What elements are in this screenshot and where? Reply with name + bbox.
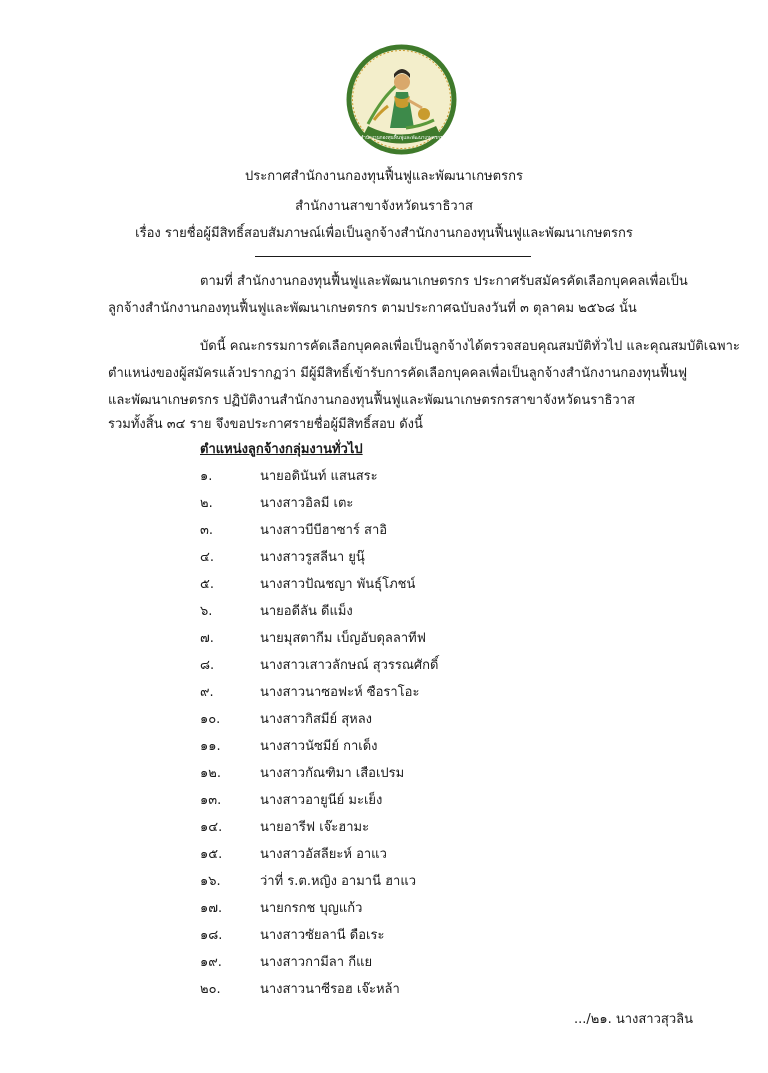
list-item-name: นางสาวอัสลียะห์ อาแว (260, 847, 387, 862)
list-item (200, 819, 438, 846)
list-item (200, 846, 438, 873)
logo-caption-text: สำนักงานกองทุนฟื้นฟูและพัฒนาเกษตรกร (360, 136, 443, 141)
list-item-name: นางสาวปัณชญา พันธุ์โภชน์ (260, 577, 416, 592)
list-item (200, 684, 438, 711)
list-item-name: นางสาวกิสมีย์ สุหลง (260, 712, 373, 727)
list-item-name: นางสาวนาซีรอฮ เจ๊ะหล้า (260, 982, 400, 997)
list-item-number: ๑๖. (200, 874, 221, 889)
list-item (200, 711, 438, 738)
list-item-number: ๑๙. (200, 955, 222, 970)
list-item (200, 603, 438, 630)
list-item-number: ๑๘. (200, 928, 223, 943)
list-item-name: นางสาวกามีลา กีแย (260, 955, 373, 970)
paragraph-2-line-2: ตำแหน่งของผู้สมัครแล้วปรากฏว่า มีผู้มีสิทธิ์เข้ารับการคัดเลือกบุคคลเพื่อเป็นลูกจ้างสำนักงานกองทุนฟื้นฟู (108, 366, 688, 381)
list-item-name: นางสาวอายูนีย์ มะเย็ง (260, 793, 383, 808)
list-item-number: ๘. (200, 658, 215, 673)
list-item-name: นายกรกช บุญแก้ว (260, 901, 363, 916)
continuation-note: .../๒๑. นางสาวสุวลิน (573, 1012, 693, 1027)
list-item-number: ๔. (200, 550, 214, 565)
list-item-number: ๓. (200, 523, 214, 538)
list-item-number: ๑๐. (200, 712, 221, 727)
list-item-number: ๖. (200, 604, 213, 619)
list-item (200, 468, 438, 495)
list-item (200, 927, 438, 954)
list-item-number: ๑๔. (200, 820, 223, 835)
list-item-name: นายอดีลัน ดีแม็ง (260, 604, 353, 619)
list-item (200, 738, 438, 765)
list-item-number: ๑๒. (200, 766, 221, 781)
list-item (200, 765, 438, 792)
list-item (200, 495, 438, 522)
list-item-name: นางสาวกัณฑิมา เสือเปรม (260, 766, 405, 781)
candidate-list (200, 468, 438, 1008)
header-divider (255, 256, 531, 257)
list-item-name: นางสาวบีบีฮาซาร์ สาอิ (260, 523, 388, 538)
agency-logo-seal (344, 42, 459, 157)
branch-office: สำนักงานสาขาจังหวัดนราธิวาส (295, 199, 473, 214)
list-item (200, 900, 438, 927)
list-item-number: ๑๕. (200, 847, 223, 862)
list-item-number: ๗. (200, 631, 214, 646)
paragraph-1-line-1: ตามที่ สำนักงานกองทุนฟื้นฟูและพัฒนาเกษตรกร ประกาศรับสมัครคัดเลือกบุคคลเพื่อเป็น (200, 274, 688, 289)
list-item-number: ๙. (200, 685, 214, 700)
list-item-name: นายมุสตากีม เบ็ญอับดุลลาทีฟ (260, 631, 426, 646)
list-item-name: นางสาวอิลมี เตะ (260, 496, 354, 511)
list-item-number: ๕. (200, 577, 214, 592)
list-item-name: นางสาวนัซมีย์ กาเด็ง (260, 739, 378, 754)
list-item-number: ๑. (200, 469, 213, 484)
list-item (200, 657, 438, 684)
list-item-number: ๑๑. (200, 739, 221, 754)
list-item (200, 873, 438, 900)
list-item-number: ๒๐. (200, 982, 221, 997)
logo-figure-head (394, 74, 410, 90)
section-heading: ตำแหน่งลูกจ้างกลุ่มงานทั่วไป (200, 442, 363, 457)
list-item-name: นายอดินันท์ แสนสระ (260, 469, 378, 484)
list-item-name: นางสาวเสาวลักษณ์ สุวรรณศักดิ์ (260, 658, 439, 673)
list-item-name: นางสาวรูสลีนา ยูนุ๊ (260, 550, 365, 565)
subject-line: เรื่อง รายชื่อผู้มีสิทธิ์สอบสัมภาษณ์เพื่อเป็นลูกจ้างสำนักงานกองทุนฟื้นฟูและพัฒนาเกษตรกร (135, 226, 633, 241)
list-item-name: นายอารีฟ เจ๊ะฮามะ (260, 820, 370, 835)
paragraph-1-line-2: ลูกจ้างสำนักงานกองทุนฟื้นฟูและพัฒนาเกษตรกร ตามประกาศฉบับลงวันที่ ๓ ตุลาคม ๒๕๖๘ นั้น (108, 301, 637, 316)
list-item (200, 522, 438, 549)
list-item (200, 981, 438, 1008)
list-item-number: ๑๓. (200, 793, 222, 808)
list-item-name: ว่าที่ ร.ต.หญิง อามานี ฮาแว (260, 874, 417, 889)
list-item (200, 549, 438, 576)
list-item-number: ๑๗. (200, 901, 223, 916)
list-item-name: นางสาวนาซอฟะห์ ซือราโอะ (260, 685, 420, 700)
list-item (200, 954, 438, 981)
paragraph-2-line-3: และพัฒนาเกษตรกร ปฏิบัติงานสำนักงานกองทุนฟื้นฟูและพัฒนาเกษตรกรสาขาจังหวัดนราธิวาส (108, 393, 635, 408)
list-item-name: นางสาวซัยลานี ดือเระ (260, 928, 385, 943)
list-item (200, 630, 438, 657)
list-item (200, 576, 438, 603)
list-item-number: ๒. (200, 496, 213, 511)
logo-water-pot (418, 108, 430, 120)
paragraph-2-line-4: รวมทั้งสิ้น ๓๔ ราย จึงขอประกาศรายชื่อผู้มีสิทธิ์สอบ ดังนี้ (108, 417, 423, 432)
announcement-title: ประกาศสำนักงานกองทุนฟื้นฟูและพัฒนาเกษตรกร (245, 169, 523, 184)
paragraph-2-line-1: บัดนี้ คณะกรรมการคัดเลือกบุคคลเพื่อเป็นลูกจ้างได้ตรวจสอบคุณสมบัติทั่วไป และคุณสมบัติเฉพาะ (200, 339, 740, 354)
list-item (200, 792, 438, 819)
